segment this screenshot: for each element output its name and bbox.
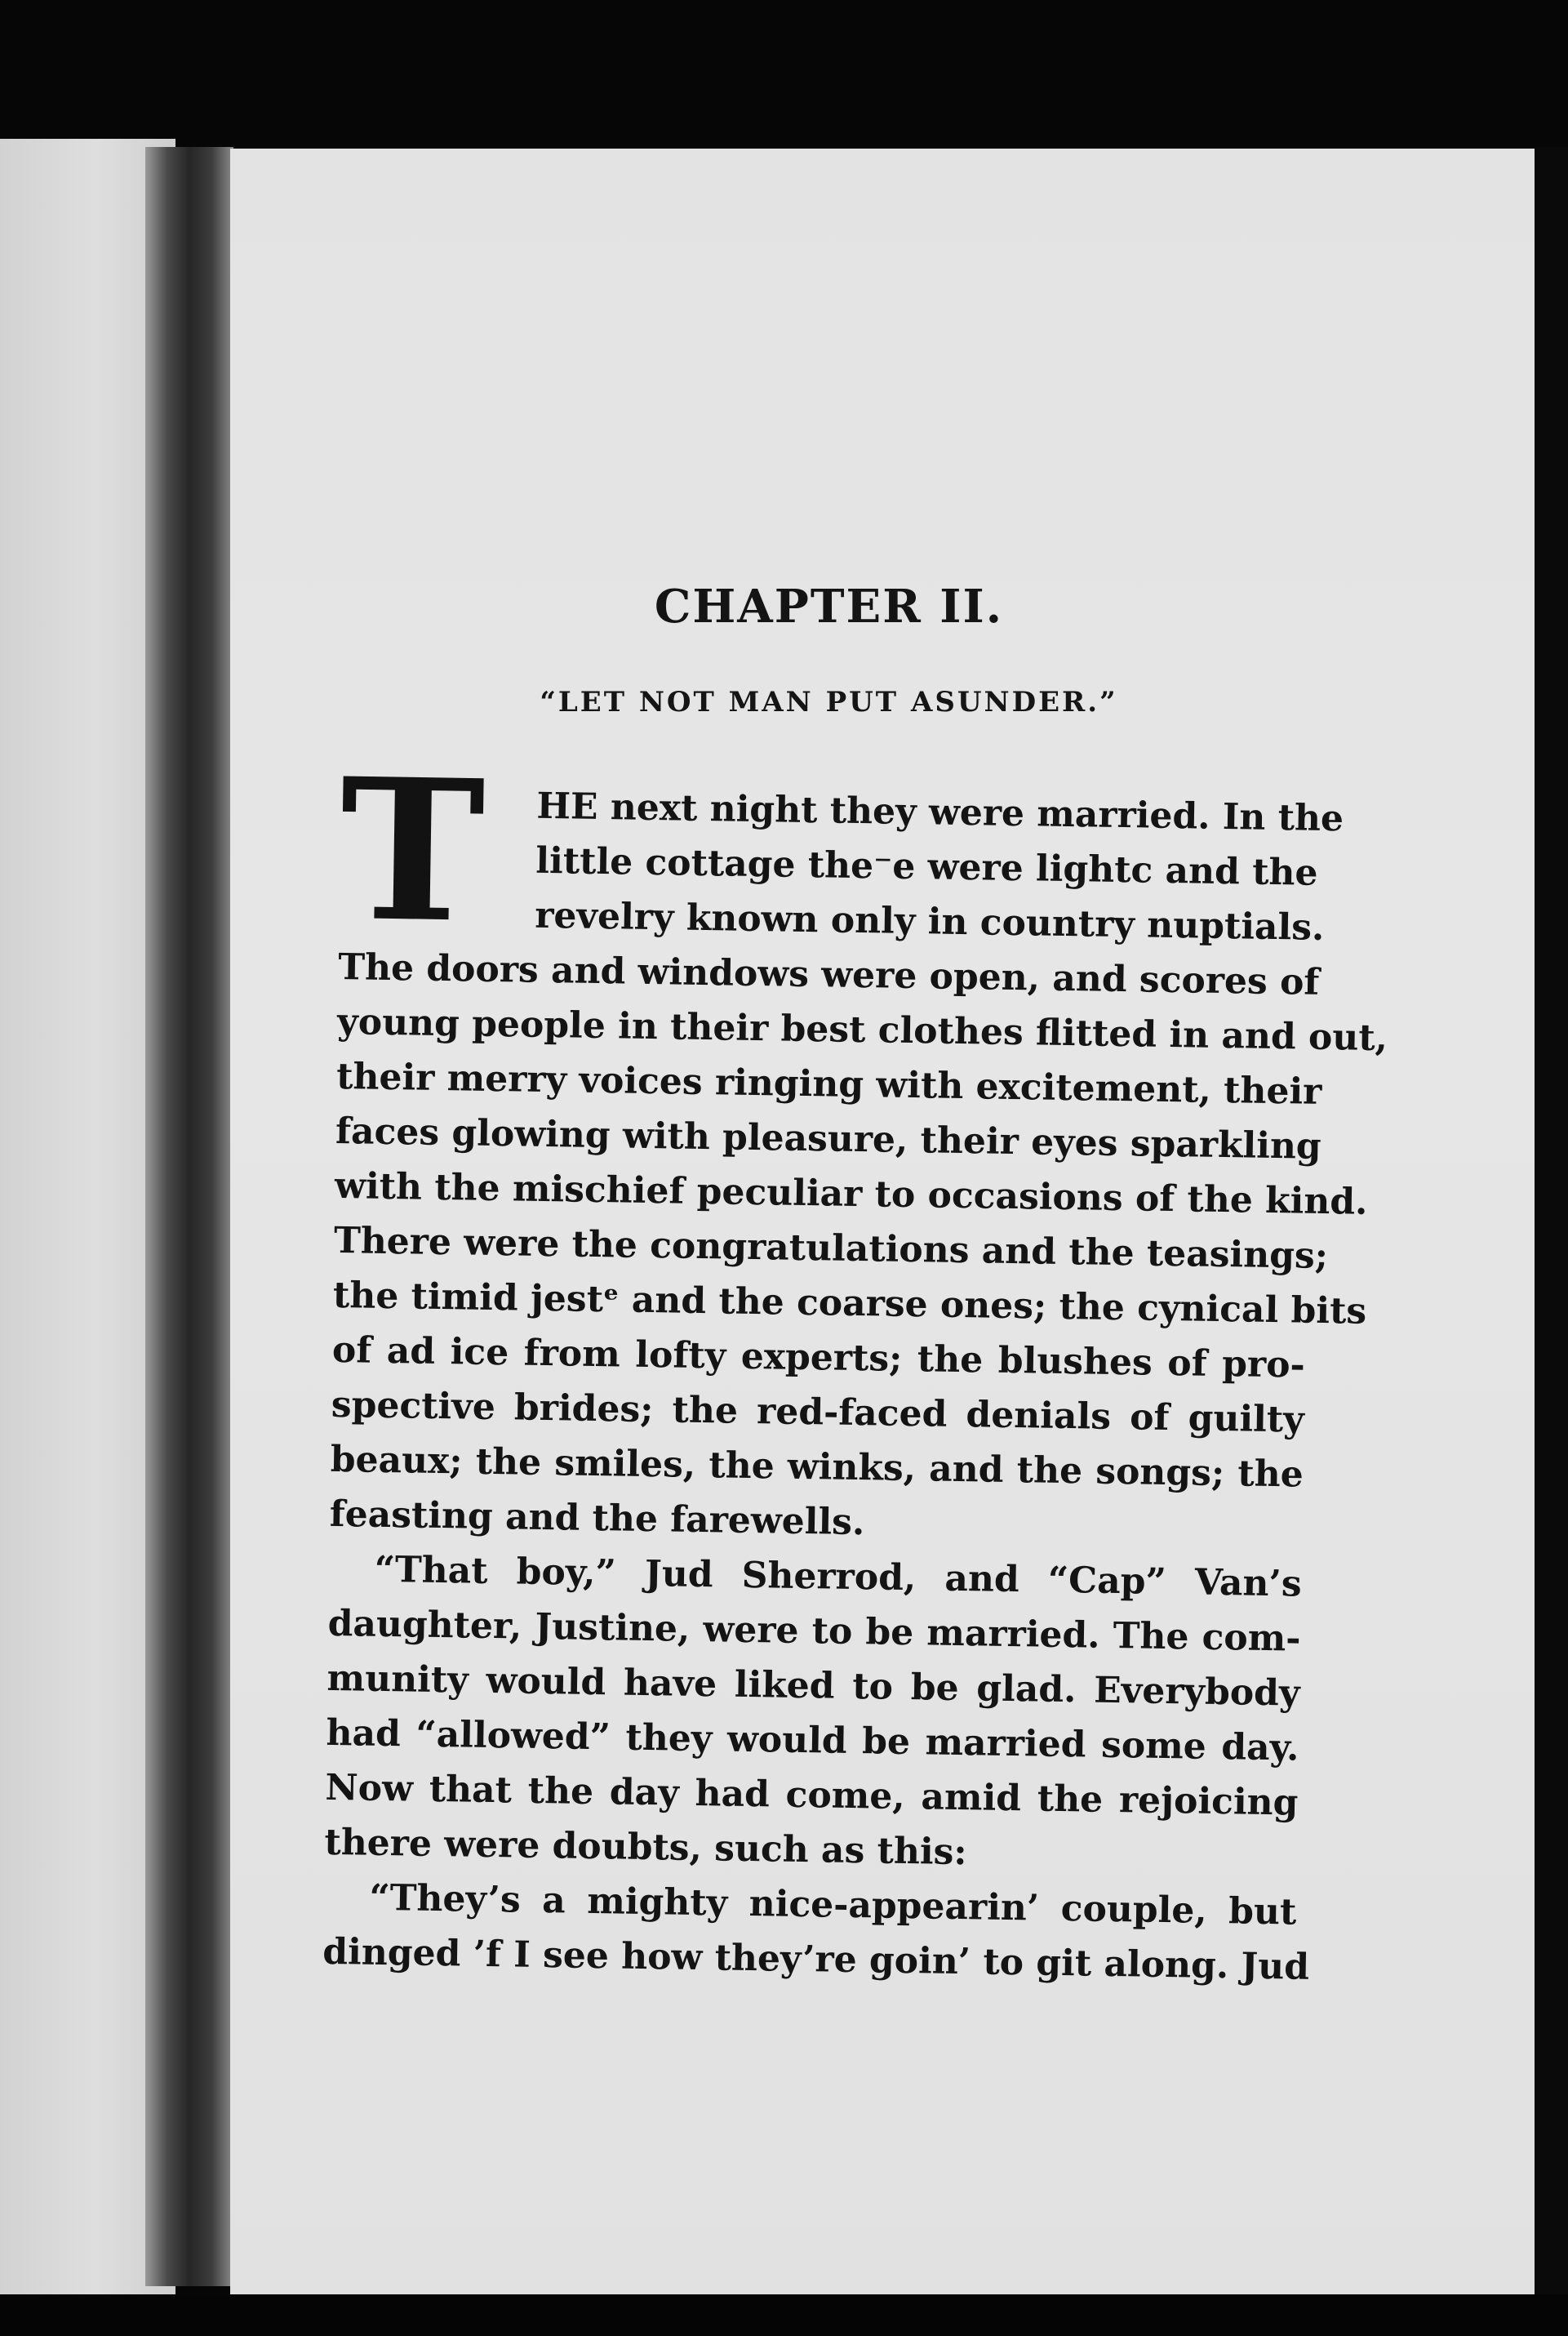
text-line: the timid jestᵉ and the coarse ones; the cynical bits	[332, 1274, 1367, 1333]
book-gutter	[145, 147, 233, 2286]
right-border	[1535, 147, 1568, 2303]
text-line: spective brides; the red-faced denials of guilty	[331, 1383, 1305, 1441]
text-line: There were the congratulations and the teasings;	[333, 1219, 1329, 1278]
text-line: munity would have liked to be glad. Everybody	[326, 1657, 1300, 1715]
text-line: with the mischief peculiar to occasions of the kind.	[334, 1164, 1368, 1223]
paragraph-2	[324, 1542, 1302, 1885]
text-line: daughter, Justine, were to be married. The com-	[327, 1602, 1301, 1660]
bottom-border	[0, 2294, 1568, 2336]
text-line: faces glowing with pleasure, their eyes sparkling	[335, 1110, 1322, 1168]
text-line: “That boy,” Jud Sherrod, and “Cap” Van’s	[374, 1548, 1302, 1605]
text-line: young people in their best clothes flitted in and out,	[336, 1000, 1388, 1060]
drop-cap: T	[338, 736, 486, 967]
text-line: HE next night they were married. In the	[536, 785, 1344, 840]
chapter-title: CHAPTER II.	[654, 580, 1004, 634]
chapter-text	[322, 736, 1388, 1995]
text-line: beaux; the smiles, the winks, and the songs; the	[330, 1438, 1304, 1496]
text-line: had “allowed” they would be married some day.	[326, 1711, 1299, 1769]
paragraph-1	[329, 736, 1388, 1557]
text-line: The doors and windows were open, and scores of	[337, 946, 1320, 1003]
text-line: little cottage the⁻e were lightc and the	[535, 839, 1318, 894]
chapter-subtitle: “LET NOT MAN PUT ASUNDER.”	[540, 686, 1118, 719]
text-line: of ad ice from lofty experts; the blushes of pro-	[331, 1328, 1306, 1386]
text-line: their merry voices ringing with excitement, their	[335, 1055, 1322, 1113]
text-line: feasting and the farewells.	[329, 1493, 865, 1544]
paragraph-3	[322, 1870, 1310, 1995]
text-line: revelry known only in country nuptials.	[534, 894, 1325, 949]
text-line: there were doubts, such as this:	[324, 1821, 968, 1874]
text-line: Now that the day had come, amid the rejoicing	[325, 1766, 1299, 1824]
text-line: “They’s a mighty nice-appearin’ couple, but	[369, 1876, 1297, 1933]
text-line: dinged ’f I see how they’re goin’ to git along. Jud	[322, 1930, 1310, 1988]
